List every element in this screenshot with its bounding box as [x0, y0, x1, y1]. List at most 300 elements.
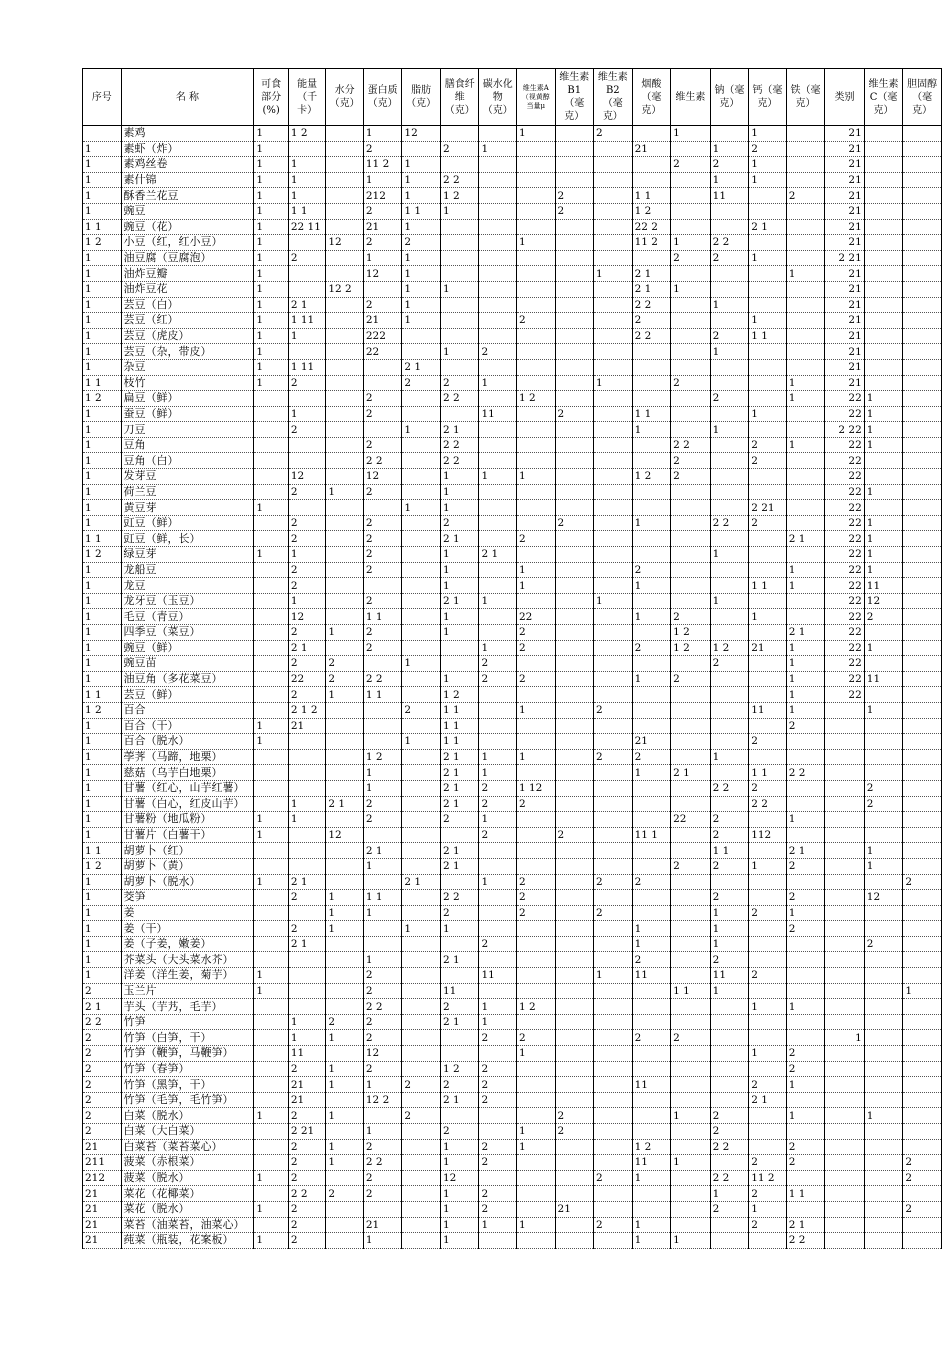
table-cell: [903, 1233, 942, 1249]
category-cell: 22: [825, 562, 865, 578]
table-cell: 1: [632, 936, 671, 952]
food-name-cell: 甘薯（红心，山芋红薯）: [121, 780, 254, 796]
table-cell: 22: [363, 344, 402, 360]
table-cell: [903, 328, 942, 344]
table-cell: 1: [671, 1155, 711, 1171]
table-cell: 112: [749, 827, 787, 843]
category-cell: 21: [825, 375, 865, 391]
table-cell: [749, 687, 787, 703]
table-cell: [864, 749, 903, 765]
table-cell: 2 2: [632, 328, 671, 344]
table-cell: [786, 827, 825, 843]
table-cell: [786, 1030, 825, 1046]
table-cell: [516, 406, 555, 422]
table-cell: 1: [440, 625, 479, 641]
table-cell: [903, 500, 942, 516]
nutrition-table: [82, 68, 942, 1249]
table-cell: [671, 734, 711, 750]
table-cell: [326, 702, 364, 718]
table-cell: 2: [440, 905, 479, 921]
table-cell: [288, 843, 326, 859]
table-cell: [555, 905, 594, 921]
table-row: [83, 172, 942, 188]
table-cell: 2 2: [440, 437, 479, 453]
table-cell: 1: [402, 422, 441, 438]
table-cell: [479, 702, 517, 718]
table-row: [83, 1061, 942, 1077]
table-cell: [864, 765, 903, 781]
table-cell: [864, 905, 903, 921]
table-cell: [671, 484, 711, 500]
table-cell: 1: [710, 749, 749, 765]
table-cell: 1: [83, 437, 122, 453]
table-cell: [903, 718, 942, 734]
table-row: [83, 968, 942, 984]
table-row: [83, 562, 942, 578]
table-cell: 2: [710, 952, 749, 968]
table-cell: 1: [288, 1014, 326, 1030]
table-cell: 2: [786, 890, 825, 906]
table-cell: 2: [83, 1124, 122, 1140]
table-cell: 2: [288, 1217, 326, 1233]
table-cell: 1: [786, 905, 825, 921]
table-cell: [516, 1014, 555, 1030]
table-cell: 1: [83, 827, 122, 843]
table-cell: [326, 999, 364, 1015]
table-cell: [402, 328, 441, 344]
table-cell: [749, 593, 787, 609]
category-cell: 21: [825, 328, 865, 344]
table-cell: [326, 250, 364, 266]
table-cell: [440, 1030, 479, 1046]
table-cell: 1: [671, 1108, 711, 1124]
table-cell: [516, 1170, 555, 1186]
table-cell: [903, 188, 942, 204]
table-cell: [363, 718, 402, 734]
table-cell: 1 2: [288, 126, 326, 142]
table-cell: 1: [254, 141, 288, 157]
category-cell: [825, 1139, 865, 1155]
table-cell: 2: [288, 1233, 326, 1249]
food-name-cell: 素什锦: [121, 172, 254, 188]
table-cell: 1: [254, 827, 288, 843]
table-row: [83, 843, 942, 859]
table-cell: 21: [288, 1077, 326, 1093]
table-cell: [555, 1030, 594, 1046]
table-cell: [479, 718, 517, 734]
table-row: [83, 1124, 942, 1140]
table-cell: [326, 765, 364, 781]
table-cell: [555, 484, 594, 500]
table-cell: [254, 437, 288, 453]
table-cell: [710, 1046, 749, 1062]
table-cell: [903, 469, 942, 485]
table-cell: [864, 281, 903, 297]
food-name-cell: 甘薯粉（地瓜粉）: [121, 812, 254, 828]
table-cell: [632, 157, 671, 173]
table-cell: [864, 1170, 903, 1186]
table-row: [83, 1170, 942, 1186]
table-cell: [594, 921, 633, 937]
table-cell: [555, 281, 594, 297]
table-cell: 11: [288, 1046, 326, 1062]
food-name-cell: 油炸豆花: [121, 281, 254, 297]
table-cell: 1: [749, 406, 787, 422]
table-cell: 1: [864, 484, 903, 500]
table-cell: [326, 172, 364, 188]
table-cell: 2: [710, 1201, 749, 1217]
category-cell: [825, 1155, 865, 1171]
table-cell: [254, 562, 288, 578]
table-cell: [786, 952, 825, 968]
table-cell: 2: [786, 718, 825, 734]
table-cell: [786, 874, 825, 890]
table-cell: 2: [288, 578, 326, 594]
table-cell: 1: [516, 578, 555, 594]
table-cell: 2: [516, 625, 555, 641]
table-cell: [903, 1046, 942, 1062]
table-cell: [864, 1186, 903, 1202]
table-cell: 1: [864, 562, 903, 578]
table-cell: [363, 702, 402, 718]
table-cell: 1: [864, 547, 903, 563]
table-cell: [516, 422, 555, 438]
category-cell: [825, 1092, 865, 1108]
table-cell: [710, 375, 749, 391]
table-cell: [632, 625, 671, 641]
food-name-cell: 素鸡: [121, 126, 254, 142]
table-cell: 1 1: [440, 718, 479, 734]
table-cell: 2 2: [363, 999, 402, 1015]
table-cell: [326, 141, 364, 157]
table-cell: [479, 484, 517, 500]
table-cell: [516, 1108, 555, 1124]
table-cell: 2: [288, 890, 326, 906]
category-cell: [825, 968, 865, 984]
table-cell: 1 1: [288, 203, 326, 219]
table-row: [83, 344, 942, 360]
table-cell: [288, 749, 326, 765]
category-cell: 22: [825, 578, 865, 594]
table-row: [83, 1046, 942, 1062]
table-cell: 2 2: [710, 1170, 749, 1186]
table-cell: [402, 1030, 441, 1046]
table-cell: [786, 1124, 825, 1140]
table-cell: 2 2: [288, 1186, 326, 1202]
category-cell: 22: [825, 593, 865, 609]
table-cell: [594, 453, 633, 469]
table-cell: 2 1: [440, 843, 479, 859]
table-cell: 2: [363, 437, 402, 453]
table-cell: [326, 188, 364, 204]
table-cell: 1: [83, 780, 122, 796]
table-row: [83, 874, 942, 890]
table-cell: 2: [710, 1108, 749, 1124]
column-header: 维生素C（毫克）: [864, 69, 903, 126]
table-cell: [288, 765, 326, 781]
table-cell: 1: [83, 593, 122, 609]
food-name-cell: 酥香兰花豆: [121, 188, 254, 204]
table-cell: 1: [254, 281, 288, 297]
category-cell: 22: [825, 453, 865, 469]
table-cell: [594, 203, 633, 219]
table-cell: 2: [402, 375, 441, 391]
food-name-cell: 竹笋（白笋，干）: [121, 1030, 254, 1046]
table-row: [83, 1014, 942, 1030]
table-cell: [402, 890, 441, 906]
table-cell: [749, 983, 787, 999]
table-cell: [594, 281, 633, 297]
table-cell: [326, 952, 364, 968]
food-name-cell: 芸豆（虎皮）: [121, 328, 254, 344]
table-cell: [594, 437, 633, 453]
food-name-cell: 油豆腐（豆腐泡）: [121, 250, 254, 266]
table-cell: [671, 172, 711, 188]
table-cell: [555, 1233, 594, 1249]
table-cell: 21: [632, 734, 671, 750]
table-cell: 1: [254, 172, 288, 188]
table-cell: [864, 141, 903, 157]
table-cell: [749, 235, 787, 251]
table-cell: 1 1: [83, 219, 122, 235]
table-cell: 1: [83, 625, 122, 641]
table-row: [83, 640, 942, 656]
table-cell: 1: [402, 921, 441, 937]
table-row: [83, 203, 942, 219]
table-cell: [254, 469, 288, 485]
table-cell: [326, 422, 364, 438]
table-cell: [254, 1139, 288, 1155]
table-cell: [402, 749, 441, 765]
table-cell: [363, 500, 402, 516]
table-cell: [402, 765, 441, 781]
table-cell: 1: [363, 765, 402, 781]
table-cell: [516, 281, 555, 297]
table-cell: 2: [479, 780, 517, 796]
category-cell: 21: [825, 172, 865, 188]
table-cell: 1: [864, 515, 903, 531]
table-cell: [710, 219, 749, 235]
table-cell: 1 1: [363, 687, 402, 703]
table-cell: 1: [402, 656, 441, 672]
table-cell: [671, 359, 711, 375]
table-cell: [594, 250, 633, 266]
table-cell: [516, 250, 555, 266]
table-row: [83, 609, 942, 625]
table-cell: [326, 1092, 364, 1108]
table-cell: 2: [288, 1139, 326, 1155]
table-row: [83, 453, 942, 469]
table-cell: [632, 375, 671, 391]
table-cell: 2: [440, 999, 479, 1015]
table-cell: 2: [363, 1186, 402, 1202]
table-cell: [903, 687, 942, 703]
table-cell: [632, 1108, 671, 1124]
table-cell: [594, 625, 633, 641]
table-cell: [903, 219, 942, 235]
table-cell: [786, 172, 825, 188]
table-cell: [402, 968, 441, 984]
table-cell: 22: [671, 812, 711, 828]
table-cell: [402, 578, 441, 594]
table-cell: [710, 453, 749, 469]
table-cell: 1: [786, 562, 825, 578]
table-cell: 1: [440, 1139, 479, 1155]
table-cell: [402, 640, 441, 656]
table-row: [83, 1217, 942, 1233]
food-name-cell: 白菜（脱水）: [121, 1108, 254, 1124]
table-cell: 212: [363, 188, 402, 204]
table-cell: [254, 453, 288, 469]
table-cell: [594, 172, 633, 188]
category-cell: 22: [825, 515, 865, 531]
table-cell: [786, 593, 825, 609]
table-cell: [479, 609, 517, 625]
table-cell: 1: [254, 297, 288, 313]
table-cell: 1: [83, 562, 122, 578]
table-cell: [786, 313, 825, 329]
table-cell: 2: [479, 1139, 517, 1155]
column-header: 名 称: [121, 69, 254, 126]
table-cell: 1: [254, 983, 288, 999]
category-cell: 22: [825, 469, 865, 485]
table-cell: 1: [326, 484, 364, 500]
table-cell: 2: [479, 1201, 517, 1217]
table-cell: 2: [749, 141, 787, 157]
category-cell: 21: [825, 344, 865, 360]
table-cell: 1: [710, 921, 749, 937]
table-cell: [402, 687, 441, 703]
table-cell: [555, 391, 594, 407]
category-cell: [825, 765, 865, 781]
table-cell: [903, 734, 942, 750]
food-name-cell: 发芽豆: [121, 469, 254, 485]
column-header: 序号: [83, 69, 122, 126]
table-row: [83, 765, 942, 781]
table-cell: [749, 375, 787, 391]
table-cell: 2: [710, 890, 749, 906]
table-cell: 1: [83, 157, 122, 173]
table-cell: 2: [363, 1014, 402, 1030]
table-cell: 21: [555, 1201, 594, 1217]
table-cell: 1: [83, 718, 122, 734]
table-cell: [479, 1046, 517, 1062]
food-name-cell: 绿豆芽: [121, 547, 254, 563]
table-cell: [254, 999, 288, 1015]
table-cell: 1: [254, 1108, 288, 1124]
table-cell: 1: [254, 328, 288, 344]
table-cell: [516, 593, 555, 609]
table-cell: 1 1: [440, 702, 479, 718]
table-cell: [479, 983, 517, 999]
table-cell: 1: [479, 765, 517, 781]
table-cell: [555, 796, 594, 812]
table-cell: [671, 687, 711, 703]
table-cell: [479, 531, 517, 547]
table-cell: [440, 235, 479, 251]
table-cell: 1: [786, 687, 825, 703]
table-cell: [671, 1186, 711, 1202]
table-cell: [555, 656, 594, 672]
table-cell: [786, 500, 825, 516]
food-name-cell: 芸豆（杂，带皮）: [121, 344, 254, 360]
table-cell: 1: [479, 1014, 517, 1030]
table-cell: [363, 422, 402, 438]
table-cell: 2: [555, 406, 594, 422]
table-cell: 1 2: [83, 235, 122, 251]
table-cell: [594, 1233, 633, 1249]
table-cell: 1: [479, 999, 517, 1015]
table-cell: [288, 983, 326, 999]
table-cell: [671, 702, 711, 718]
table-cell: 1: [440, 578, 479, 594]
table-cell: [864, 359, 903, 375]
table-row: [83, 235, 942, 251]
table-cell: 21: [288, 1092, 326, 1108]
table-cell: [440, 359, 479, 375]
table-cell: 1: [786, 1108, 825, 1124]
table-cell: 1: [440, 469, 479, 485]
table-cell: [903, 671, 942, 687]
table-cell: [555, 297, 594, 313]
table-cell: [903, 344, 942, 360]
table-cell: [555, 469, 594, 485]
table-cell: [555, 344, 594, 360]
table-cell: [326, 858, 364, 874]
table-cell: 1: [749, 999, 787, 1015]
table-cell: [516, 812, 555, 828]
table-cell: [288, 391, 326, 407]
table-row: [83, 313, 942, 329]
table-cell: [288, 500, 326, 516]
table-cell: 12: [440, 1170, 479, 1186]
category-cell: [825, 1077, 865, 1093]
category-cell: 21: [825, 126, 865, 142]
table-cell: [632, 126, 671, 142]
table-cell: 2: [288, 1201, 326, 1217]
table-cell: 1: [710, 297, 749, 313]
category-cell: [825, 812, 865, 828]
table-cell: [749, 484, 787, 500]
food-name-cell: 豆角（白）: [121, 453, 254, 469]
table-cell: 1 1: [749, 765, 787, 781]
table-cell: [516, 359, 555, 375]
table-cell: [632, 702, 671, 718]
table-cell: [254, 780, 288, 796]
table-cell: [402, 469, 441, 485]
table-cell: [749, 562, 787, 578]
table-cell: [671, 266, 711, 282]
table-cell: [555, 858, 594, 874]
table-row: [83, 905, 942, 921]
table-cell: 2 2: [83, 1014, 122, 1030]
food-name-cell: 菜苔（油菜苔，油菜心）: [121, 1217, 254, 1233]
table-cell: 2: [786, 1155, 825, 1171]
table-cell: [479, 921, 517, 937]
table-cell: 2: [288, 656, 326, 672]
table-cell: 1: [254, 718, 288, 734]
table-cell: [594, 1108, 633, 1124]
food-name-cell: 菜花（花椰菜）: [121, 1186, 254, 1202]
table-cell: 2: [288, 687, 326, 703]
table-cell: 2: [402, 1108, 441, 1124]
table-cell: 2: [594, 874, 633, 890]
table-cell: [710, 687, 749, 703]
table-cell: 1: [83, 188, 122, 204]
table-cell: 1: [288, 547, 326, 563]
table-cell: 21: [83, 1217, 122, 1233]
table-cell: [671, 313, 711, 329]
